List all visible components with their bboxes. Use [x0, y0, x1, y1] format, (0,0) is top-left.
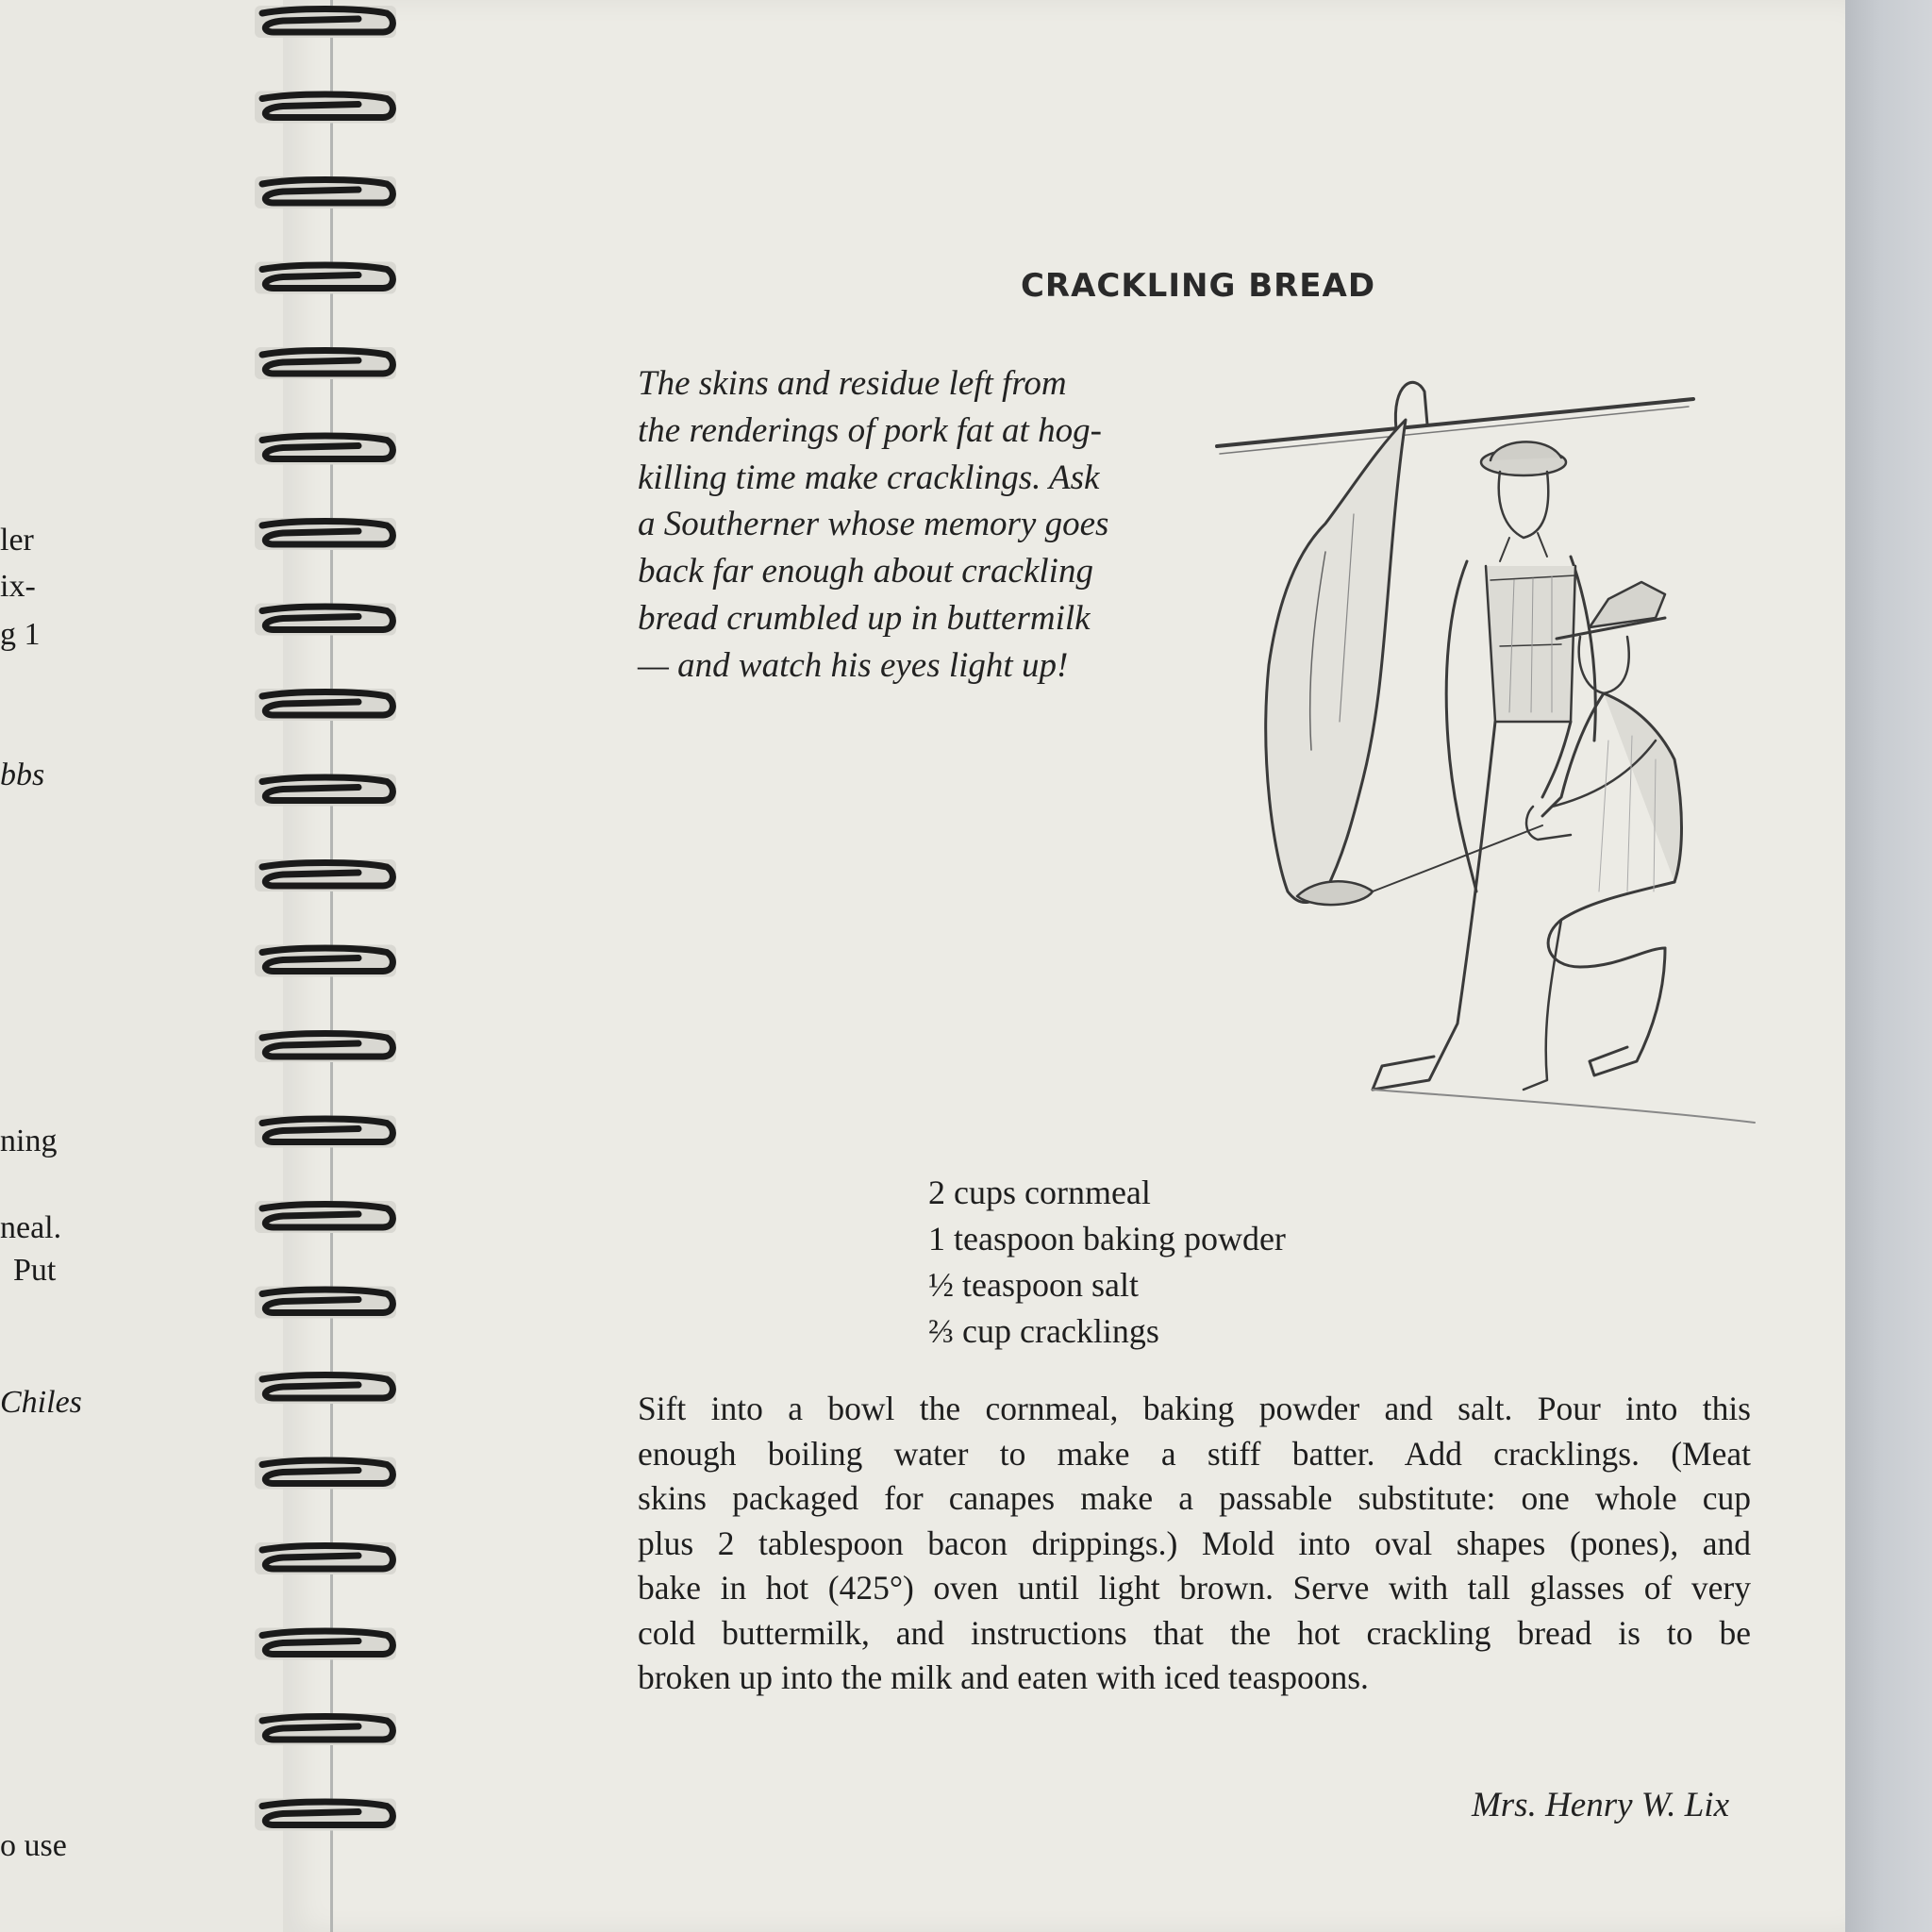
- instruction-line: bake in hot (425°) oven until light brown. Serve with tall glasses of very: [638, 1569, 1751, 1607]
- left-page-text-fragment: o use: [0, 1828, 67, 1863]
- instruction-line: plus 2 tablespoon bacon drippings.) Mold into oval shapes (pones), and: [638, 1524, 1751, 1562]
- binding-coil: [255, 689, 396, 721]
- ingredient-item: 2 cups cornmeal: [928, 1174, 1151, 1211]
- binding-coil: [255, 6, 396, 38]
- binding-coil: [255, 1799, 396, 1831]
- intro-line: killing time make cracklings. Ask: [638, 458, 1100, 497]
- intro-line: a Southerner whose memory goes: [638, 505, 1109, 544]
- binding-coil: [255, 1372, 396, 1404]
- binding-coil: [255, 1628, 396, 1660]
- left-page-text-fragment: neal.: [0, 1210, 62, 1245]
- binding-coil: [255, 1542, 396, 1574]
- recipe-attribution: Mrs. Henry W. Lix: [1471, 1786, 1729, 1824]
- ingredient-item: ⅔ cup cracklings: [928, 1312, 1159, 1350]
- binding-coil: [255, 176, 396, 208]
- binding-coil: [255, 859, 396, 891]
- binding-coil: [255, 1713, 396, 1745]
- left-page-text-fragment: Put: [13, 1253, 57, 1288]
- spiral-binding: [255, 0, 443, 1932]
- binding-coil: [255, 518, 396, 550]
- instruction-line: Sift into a bowl the cornmeal, baking powder and salt. Pour into this: [638, 1390, 1751, 1427]
- binding-coil: [255, 262, 396, 294]
- binding-coil: [255, 1116, 396, 1148]
- binding-coil: [255, 92, 396, 124]
- binding-coil: [255, 1287, 396, 1319]
- intro-line: — and watch his eyes light up!: [638, 645, 1069, 685]
- binding-coil: [255, 347, 396, 379]
- hog-killing-sketch-icon: [1212, 363, 1759, 1127]
- instruction-line: cold buttermilk, and instructions that the hot crackling bread is to be: [638, 1613, 1751, 1652]
- binding-coil: [255, 1201, 396, 1233]
- instruction-line: enough boiling water to make a stiff batter. Add cracklings. (Meat: [638, 1434, 1751, 1473]
- ingredient-item: 1 teaspoon baking powder: [928, 1220, 1286, 1257]
- binding-coil: [255, 774, 396, 807]
- left-page-text-fragment: bbs: [0, 758, 45, 792]
- left-page-text-fragment: g 1: [0, 617, 41, 652]
- left-page-text-fragment: ix-: [0, 569, 36, 604]
- binding-coil: [255, 604, 396, 636]
- binding-coil: [255, 1030, 396, 1062]
- left-page-text-fragment: Chiles: [0, 1385, 82, 1420]
- recipe-intro: [638, 360, 1204, 690]
- intro-line: The skins and residue left from: [638, 364, 1067, 403]
- binding-coil: [255, 433, 396, 465]
- ingredient-list: [928, 1170, 1286, 1355]
- page-stack-edge: [1845, 0, 1932, 1932]
- instruction-line: broken up into the milk and eaten with iced teaspoons.: [638, 1658, 1369, 1696]
- intro-line: the renderings of pork fat at hog-: [638, 410, 1102, 450]
- left-page-text-fragment: ning: [0, 1124, 58, 1158]
- left-page-text-fragment: ler: [0, 523, 34, 558]
- intro-line: bread crumbled up in buttermilk: [638, 598, 1091, 638]
- binding-coil: [255, 1457, 396, 1490]
- ingredient-item: ½ teaspoon salt: [928, 1266, 1139, 1304]
- intro-line: back far enough about crackling: [638, 552, 1093, 591]
- recipe-instructions: [638, 1387, 1751, 1701]
- binding-coil: [255, 945, 396, 977]
- recipe-title: CRACKLING BREAD: [1020, 267, 1376, 305]
- instruction-line: skins packaged for canapes make a passable substitute: one whole cup: [638, 1479, 1751, 1517]
